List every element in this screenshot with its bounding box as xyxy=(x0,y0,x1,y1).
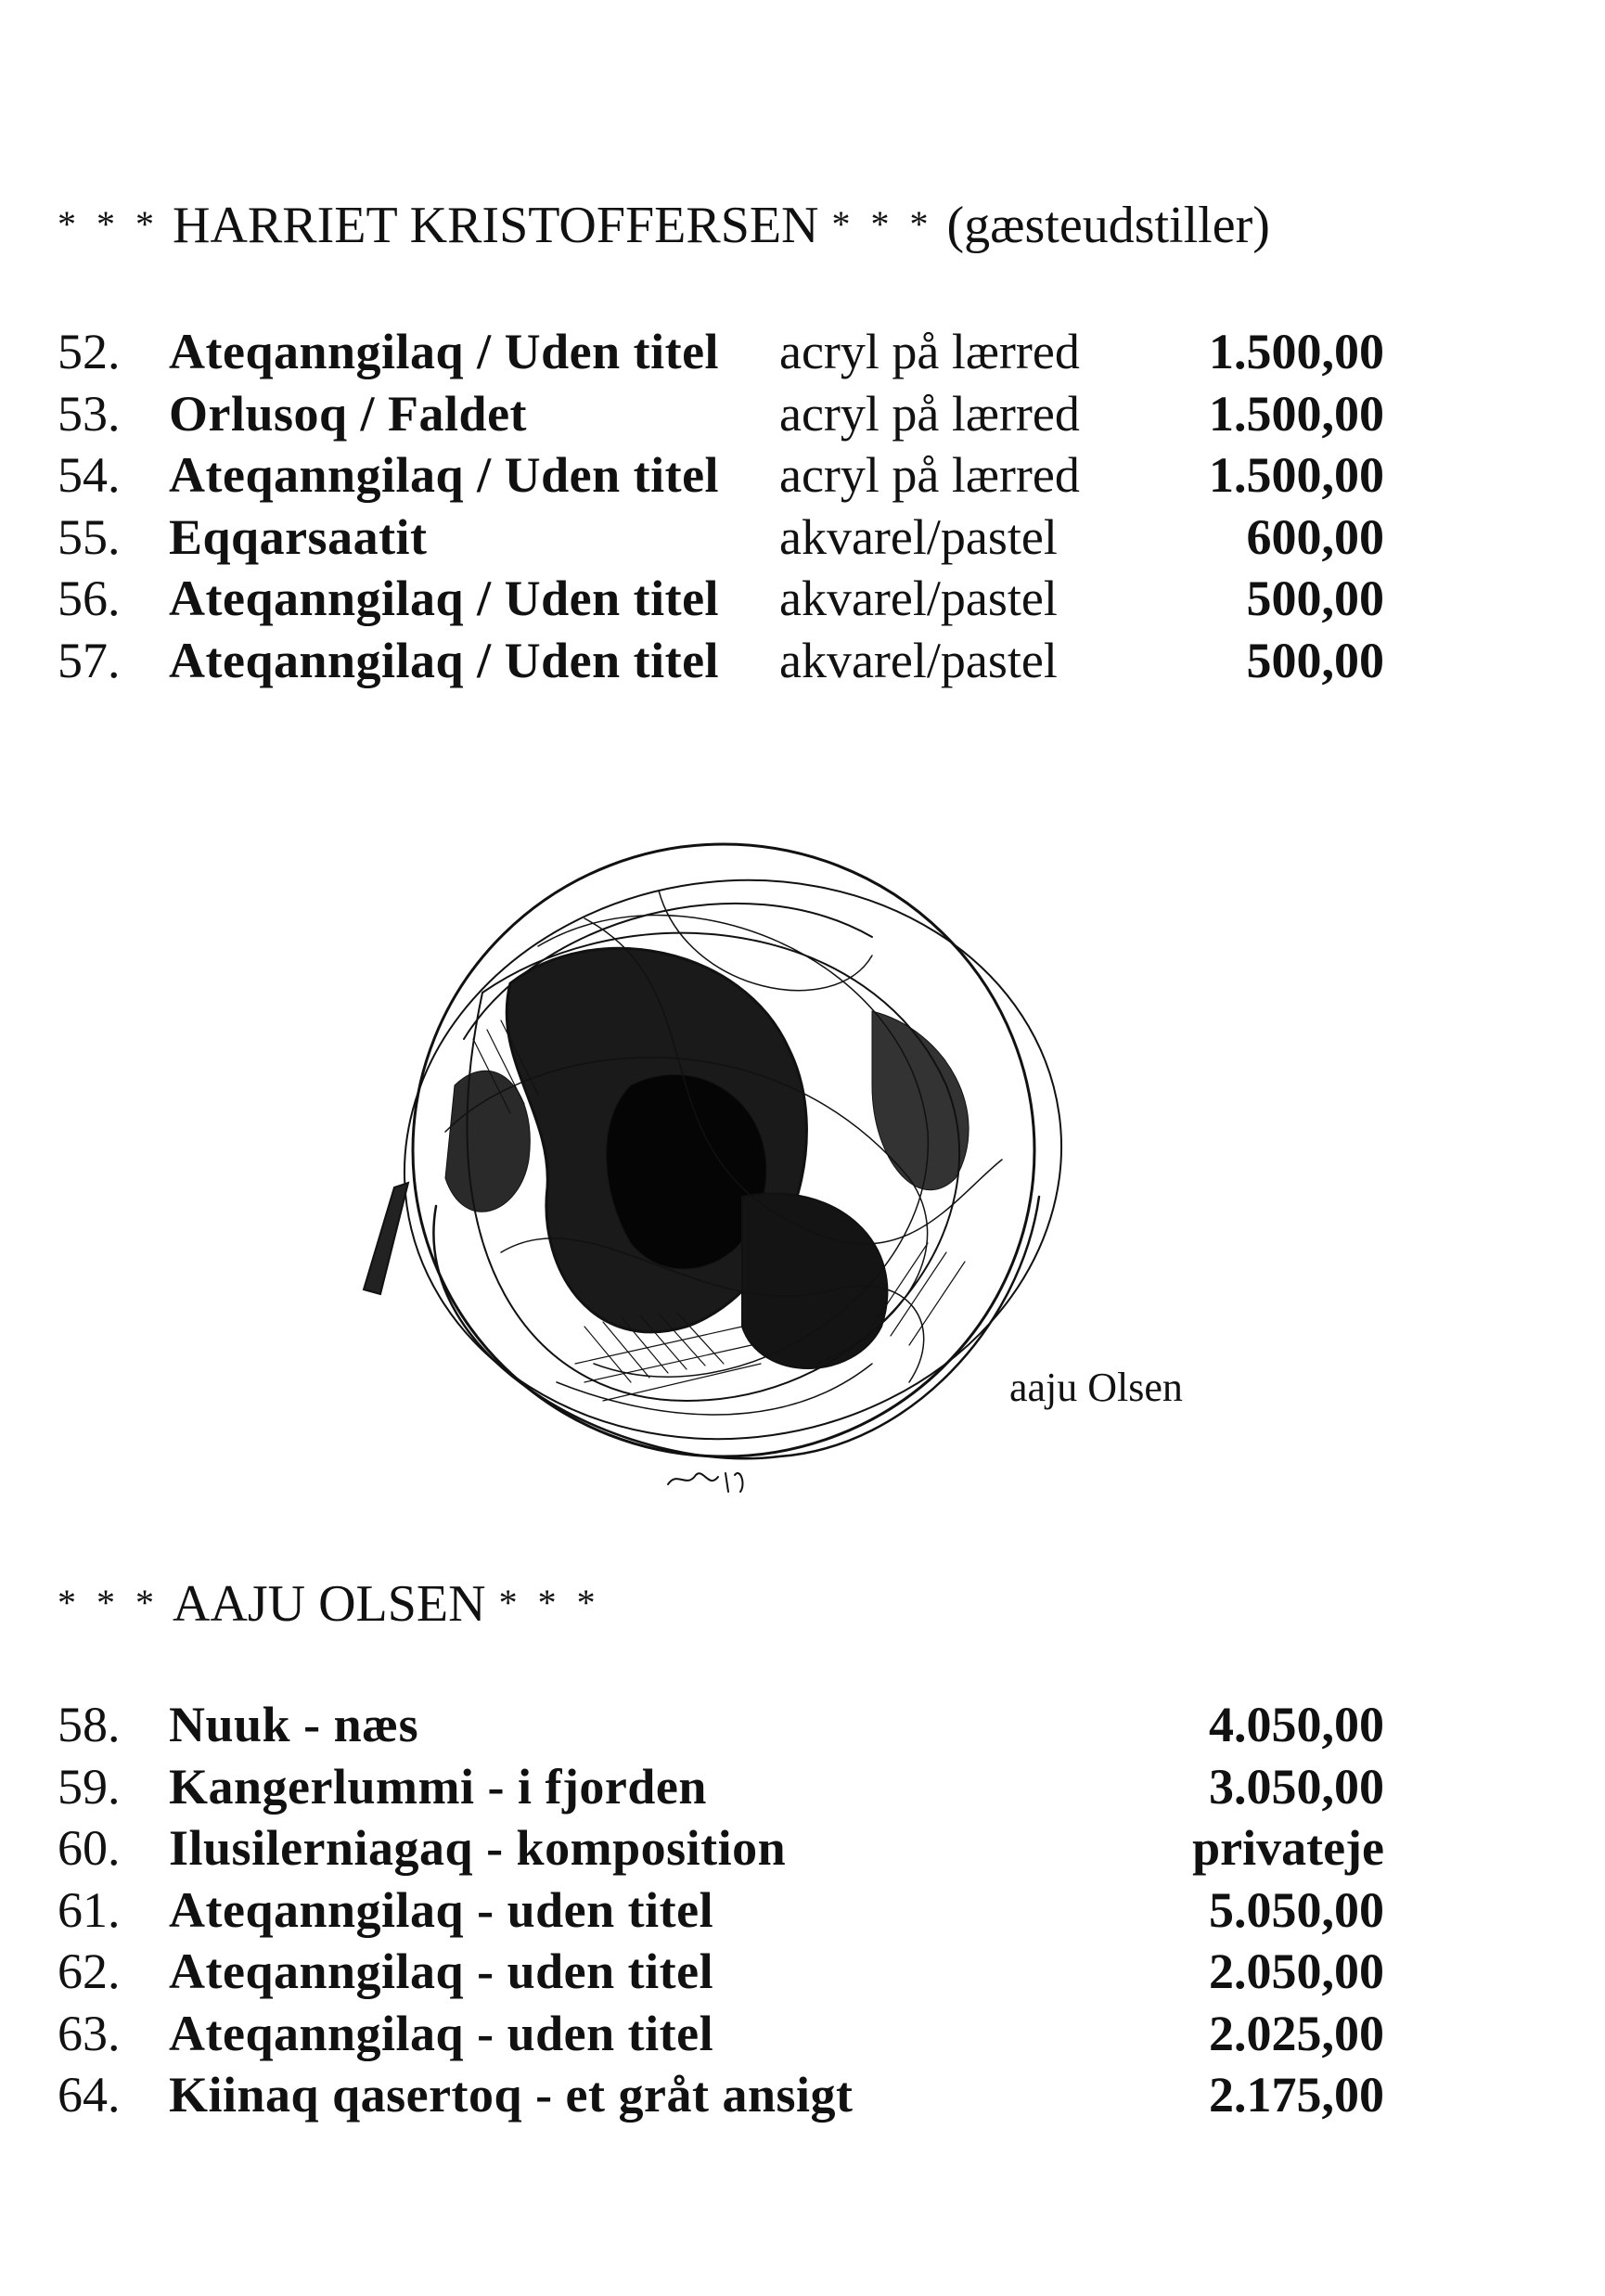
artwork-number: 64. xyxy=(58,2067,121,2123)
artwork-number: 55. xyxy=(58,508,121,565)
artist-name: HARRIET KRISTOFFERSEN xyxy=(173,197,819,254)
artwork-price: privateje xyxy=(1192,1820,1384,1876)
artwork-number: 52. xyxy=(58,324,121,379)
artwork-title: Ateqanngilaq / Uden titel xyxy=(169,571,720,626)
artwork-number: 56. xyxy=(58,571,121,626)
artwork-title: Ilusilerniagaq - komposition xyxy=(169,1820,787,1876)
artwork-price: 500,00 xyxy=(1246,571,1384,626)
artwork-row xyxy=(0,1756,1605,1817)
artwork-row xyxy=(0,383,1605,444)
artwork-title: Ateqanngilaq / Uden titel xyxy=(169,632,720,688)
artwork-row xyxy=(0,2003,1605,2064)
artwork-price: 2.050,00 xyxy=(1209,1943,1384,1999)
artwork-technique: acryl på lærred xyxy=(779,447,1080,503)
artwork-price: 3.050,00 xyxy=(1209,1758,1384,1815)
artwork-price: 1.500,00 xyxy=(1209,447,1384,503)
artwork-row xyxy=(0,444,1605,506)
artwork-technique: akvarel/pastel xyxy=(779,571,1058,626)
drawing-signature: aaju 97 xyxy=(742,1503,745,1504)
artwork-number: 59. xyxy=(58,1758,121,1815)
artwork-number: 63. xyxy=(58,2005,121,2061)
artwork-row xyxy=(0,1879,1605,1941)
heading-stars-right: * * * xyxy=(498,1582,601,1623)
artwork-price: 1.500,00 xyxy=(1209,385,1384,442)
artwork-number: 53. xyxy=(58,385,121,442)
heading-stars-left: * * * xyxy=(58,203,160,245)
artwork-technique: acryl på lærred xyxy=(779,385,1080,442)
artwork-row xyxy=(0,1817,1605,1879)
artwork-price: 5.050,00 xyxy=(1209,1881,1384,1938)
artwork-title: Eqqarsaatit xyxy=(169,508,428,565)
heading-stars-left: * * * xyxy=(58,1582,160,1623)
artwork-number: 58. xyxy=(58,1697,121,1752)
artwork-price: 4.050,00 xyxy=(1209,1697,1384,1752)
artwork-price: 1.500,00 xyxy=(1209,324,1384,379)
artwork-price: 600,00 xyxy=(1246,508,1384,565)
ink-drawing-illustration xyxy=(353,807,1113,1512)
artwork-title: Orlusoq / Faldet xyxy=(169,385,528,442)
artwork-row xyxy=(0,2064,1605,2125)
artwork-title: Ateqanngilaq / Uden titel xyxy=(169,324,720,379)
artwork-technique: akvarel/pastel xyxy=(779,508,1058,565)
artwork-number: 60. xyxy=(58,1820,121,1876)
artwork-row xyxy=(0,507,1605,568)
guest-note: (gæsteudstiller) xyxy=(946,197,1270,254)
heading-stars-right: * * * xyxy=(831,203,934,245)
illustration-caption: aaju Olsen xyxy=(1009,1365,1183,1410)
artwork-title: Kiinaq qasertoq - et gråt ansigt xyxy=(169,2067,854,2123)
artwork-price: 2.175,00 xyxy=(1209,2067,1384,2123)
artwork-number: 62. xyxy=(58,1943,121,1999)
artwork-row xyxy=(0,321,1605,382)
artwork-title: Ateqanngilaq - uden titel xyxy=(169,1943,714,1999)
artwork-row xyxy=(0,568,1605,629)
artwork-number: 61. xyxy=(58,1881,121,1938)
artwork-number: 57. xyxy=(58,632,121,688)
section-heading-harriet xyxy=(58,197,1270,253)
artwork-row xyxy=(0,1694,1605,1755)
artwork-technique: akvarel/pastel xyxy=(779,632,1058,688)
artist-name: AAJU OLSEN xyxy=(173,1575,486,1633)
artwork-number: 54. xyxy=(58,447,121,503)
artwork-row xyxy=(0,630,1605,691)
artwork-title: Nuuk - næs xyxy=(169,1697,419,1752)
artwork-price: 2.025,00 xyxy=(1209,2005,1384,2061)
artwork-title: Ateqanngilaq - uden titel xyxy=(169,1881,714,1938)
artwork-price: 500,00 xyxy=(1246,632,1384,688)
section-heading-aaju xyxy=(58,1575,601,1632)
artwork-title: Kangerlummi - i fjorden xyxy=(169,1758,707,1815)
artwork-title: Ateqanngilaq - uden titel xyxy=(169,2005,714,2061)
artwork-technique: acryl på lærred xyxy=(779,324,1080,379)
artwork-row xyxy=(0,1941,1605,2002)
artwork-title: Ateqanngilaq / Uden titel xyxy=(169,447,720,503)
